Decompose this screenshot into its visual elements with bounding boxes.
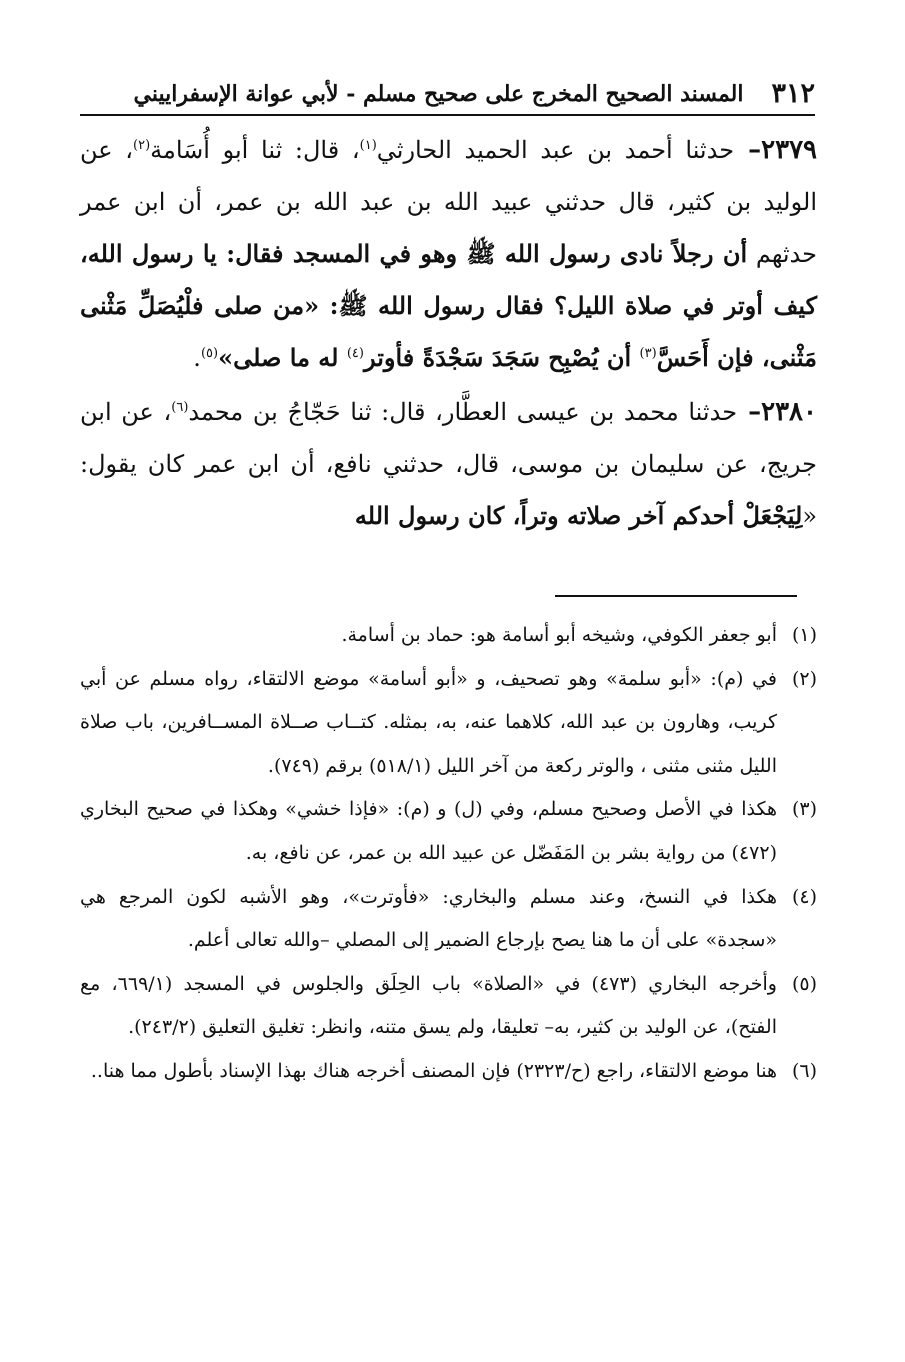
footnote-ref-2: (٢): [133, 138, 151, 153]
footnote-number: (١): [791, 624, 817, 646]
matn-text: لِيَجْعَلْ أحدكم آخر صلاته وتراً، كان رسول الله: [354, 501, 803, 530]
footnote-ref-3: (٣): [639, 346, 657, 361]
footnote-3: [80, 788, 817, 875]
isnad-text: ، عن الوليد بن كثير، قال حدثني عبيد الله بن عبد الله بن عمر، أن ابن عمر حدثهم: [80, 136, 817, 268]
end-punct: .: [193, 344, 201, 372]
footnote-text: أبو جعفر الكوفي، وشيخه أبو أسامة هو: حماد بن أسامة.: [341, 624, 777, 646]
footnote-number: (٦): [791, 1059, 817, 1082]
footnote-text: هنا موضع الالتقاء، راجع (ح/٢٣٢٣) فإن المصنف أخرجه هناك بهذا الإسناد بأطول مما هنا..: [90, 1059, 777, 1082]
hadith-dash: –: [734, 135, 762, 165]
footnote-text: في (م): «أبو سلمة» وهو تصحيف، و «أبو أسامة» موضع الالتقاء، رواه مسلم عن أبي كريب، وهارون بن عبد الله، كلاهما عنه، به، بمثله. كتــاب صــلاة المســافرين، باب صلاة الليل مثنى مثنى ، والوتر ركعة من آخر الليل (٥١٨/١) برقم (٧٤٩).: [80, 667, 777, 777]
footnote-ref-6: (٦): [171, 400, 189, 415]
footnote-6: [80, 1050, 817, 1094]
footnotes: [80, 614, 817, 1094]
hadith-2380: [80, 386, 817, 542]
page-header: [80, 66, 815, 116]
hadith-number: ٢٣٨٠: [761, 397, 817, 427]
footnote-1: [80, 614, 817, 658]
footnote-divider: [555, 595, 797, 597]
hadith-dash: –: [737, 397, 762, 427]
footnote-2: [80, 658, 817, 789]
footnote-ref-5: (٥): [200, 346, 219, 361]
footnote-number: (٥): [791, 972, 817, 995]
running-title: المسند الصحيح المخرج على صحيح مسلم - لأبي عوانة الإسفراييني: [133, 81, 744, 107]
isnad-text: ، عن ابن جريج، عن سليمان بن موسى، قال، حدثني نافع، أن ابن عمر كان يقول: «: [80, 398, 817, 530]
isnad-text: حدثنا محمد بن عيسى العطَّار، قال: ثنا حَجّاجُ بن محمد: [188, 398, 738, 426]
footnote-text: وأخرجه البخاري (٤٧٣) في «الصلاة» باب الحِلَق والجلوس في المسجد (٦٦٩/١، مع الفتح)، عن الوليد بن كثير، به– تعليقا، ولم يسق متنه، وانظر: تغليق التعليق (٢٤٣/٢).: [80, 972, 777, 1039]
footnote-number: (٢): [791, 667, 817, 690]
hadith-number: ٢٣٧٩: [761, 135, 817, 165]
matn-text: له ما صلى»: [218, 343, 347, 372]
footnote-5: [80, 963, 817, 1050]
footnote-text: هكذا في النسخ، وعند مسلم والبخاري: «فأوترت»، وهو الأشبه لكون المرجع هي «سجدة» على أن ما هنا يصح بإرجاع الضمير إلى المصلي –والله تعالى أعلم.: [80, 885, 777, 952]
footnote-4: [80, 876, 817, 963]
footnote-number: (٤): [791, 885, 817, 908]
matn-text: أن رجلاً نادى رسول الله ﷺ وهو في المسجد فقال: يا رسول الله، كيف أوتر في صلاة الليل؟ فقال رسول الله ﷺ: «من صلى فلْيُصَلِّ مَثْنى مَثْنى، فإن أَحَسَّ: [80, 239, 817, 372]
footnote-text: هكذا في الأصل وصحيح مسلم، وفي (ل) و (م): «فإذا خشي» وهكذا في صحيح البخاري (٤٧٢) من رواية بشر بن المَفَضّل عن عبيد الله بن عمر، عن نافع، به.: [80, 798, 777, 864]
footnote-ref-1: (١): [359, 138, 377, 153]
page-number: ٣١٢: [771, 78, 815, 109]
matn-text: أن يُصْبِح سَجَدَ سَجْدَةً فأوتر: [363, 343, 640, 372]
isnad-text: حدثنا أحمد بن عبد الحميد الحارثي: [376, 136, 735, 164]
footnote-number: (٣): [791, 798, 817, 821]
hadith-2379: [80, 124, 817, 384]
main-text: [80, 124, 817, 544]
isnad-text: ، قال: ثنا أبو أُسَامة: [150, 136, 360, 164]
footnote-ref-4: (٤): [346, 346, 364, 361]
